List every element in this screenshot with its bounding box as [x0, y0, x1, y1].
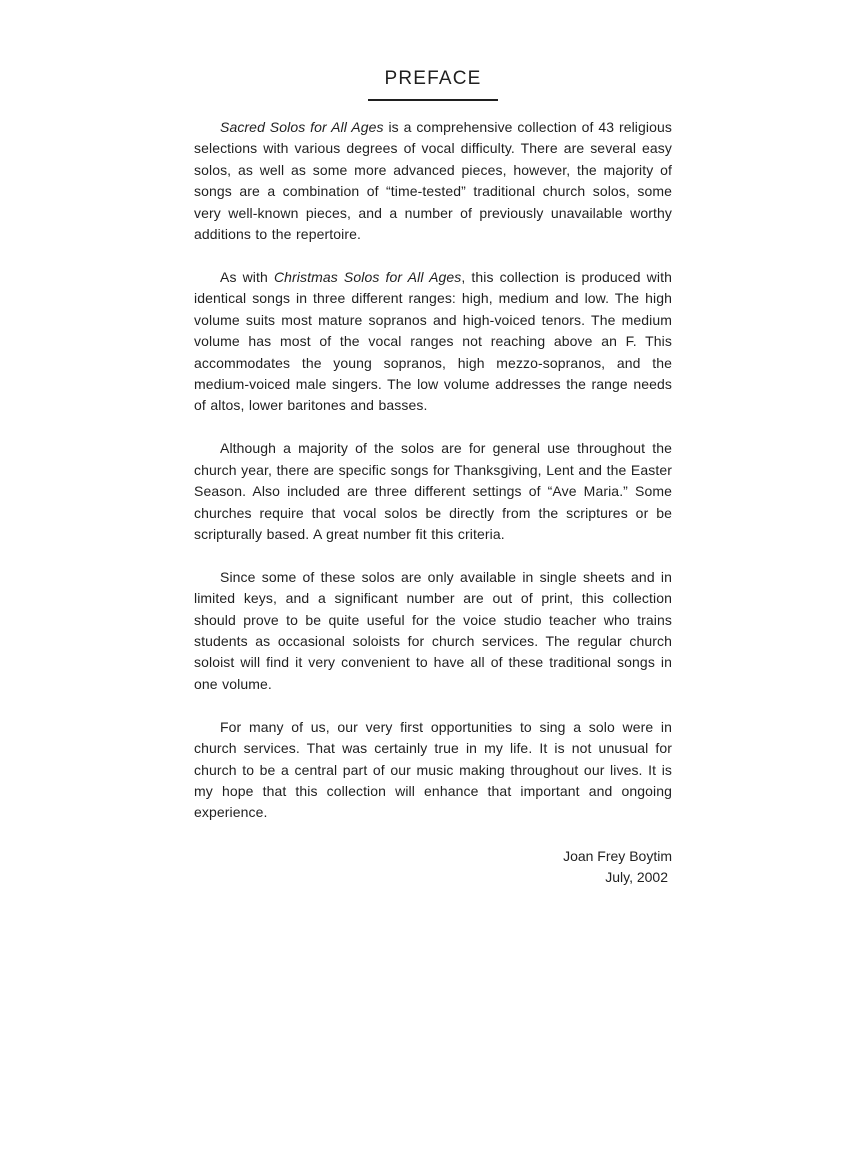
paragraph-text: Although a majority of the solos are for general use throughout the church year, there are specific songs for Thanksgiving, Lent and the Easter Season. Also included are three different settings of “Ave Maria.” Some churches require that vocal solos be directly from the scriptures or be scripturally based. A great number fit this criteria.: [194, 440, 672, 542]
author-name: Joan Frey Boytim: [563, 847, 672, 864]
paragraph: [194, 267, 672, 417]
title-block: [194, 66, 672, 101]
paragraph: [194, 117, 672, 245]
paragraph-text: Since some of these solos are only available in single sheets and in limited keys, and a significant number are out of print, this collection should prove to be quite useful for the voice studio teacher who trains students as occasional soloists for church services. The regular church soloist will find it very convenient to have all of these traditional songs in one volume.: [194, 568, 672, 692]
closing-block: [194, 846, 672, 889]
paragraph: [194, 717, 672, 824]
paragraph-text: is a comprehensive collection of 43 religious selections with various degrees of vocal difficulty. There are several easy solos, as well as some more advanced pieces, however, the majority of songs are a combination of “time-tested” traditional church solos, some very well-known pieces, and a number of previously unavailable worthy additions to the repertoire.: [194, 119, 672, 243]
title-underline: [368, 99, 498, 101]
closing-date: July, 2002: [605, 869, 668, 886]
paragraph-text: As with: [220, 268, 274, 285]
paragraph-text: , this collection is produced with identical songs in three different ranges: high, medium and low. The high volume suits most mature sopranos and high-voiced tenors. The medium volume has most of the vocal ranges not reaching above an F. This accommodates the young sopranos, high mezzo-sopranos, and the medium-voiced male singers. The low volume addresses the range needs of altos, lower baritones and basses.: [194, 268, 672, 414]
preface-body: [194, 117, 672, 824]
paragraph: [194, 567, 672, 695]
preface-content: [194, 66, 672, 889]
page-title: PREFACE: [384, 68, 482, 89]
paragraph-text: For many of us, our very first opportunities to sing a solo were in church services. That was certainly true in my life. It is not unusual for church to be a central part of our music making throughout our lives. It is my hope that this collection will enhance that important and ongoing experience.: [194, 718, 672, 821]
paragraph: [194, 438, 672, 545]
book-title-italic: Sacred Solos for All Ages: [220, 119, 384, 135]
book-title-italic: Christmas Solos for All Ages: [273, 268, 462, 285]
